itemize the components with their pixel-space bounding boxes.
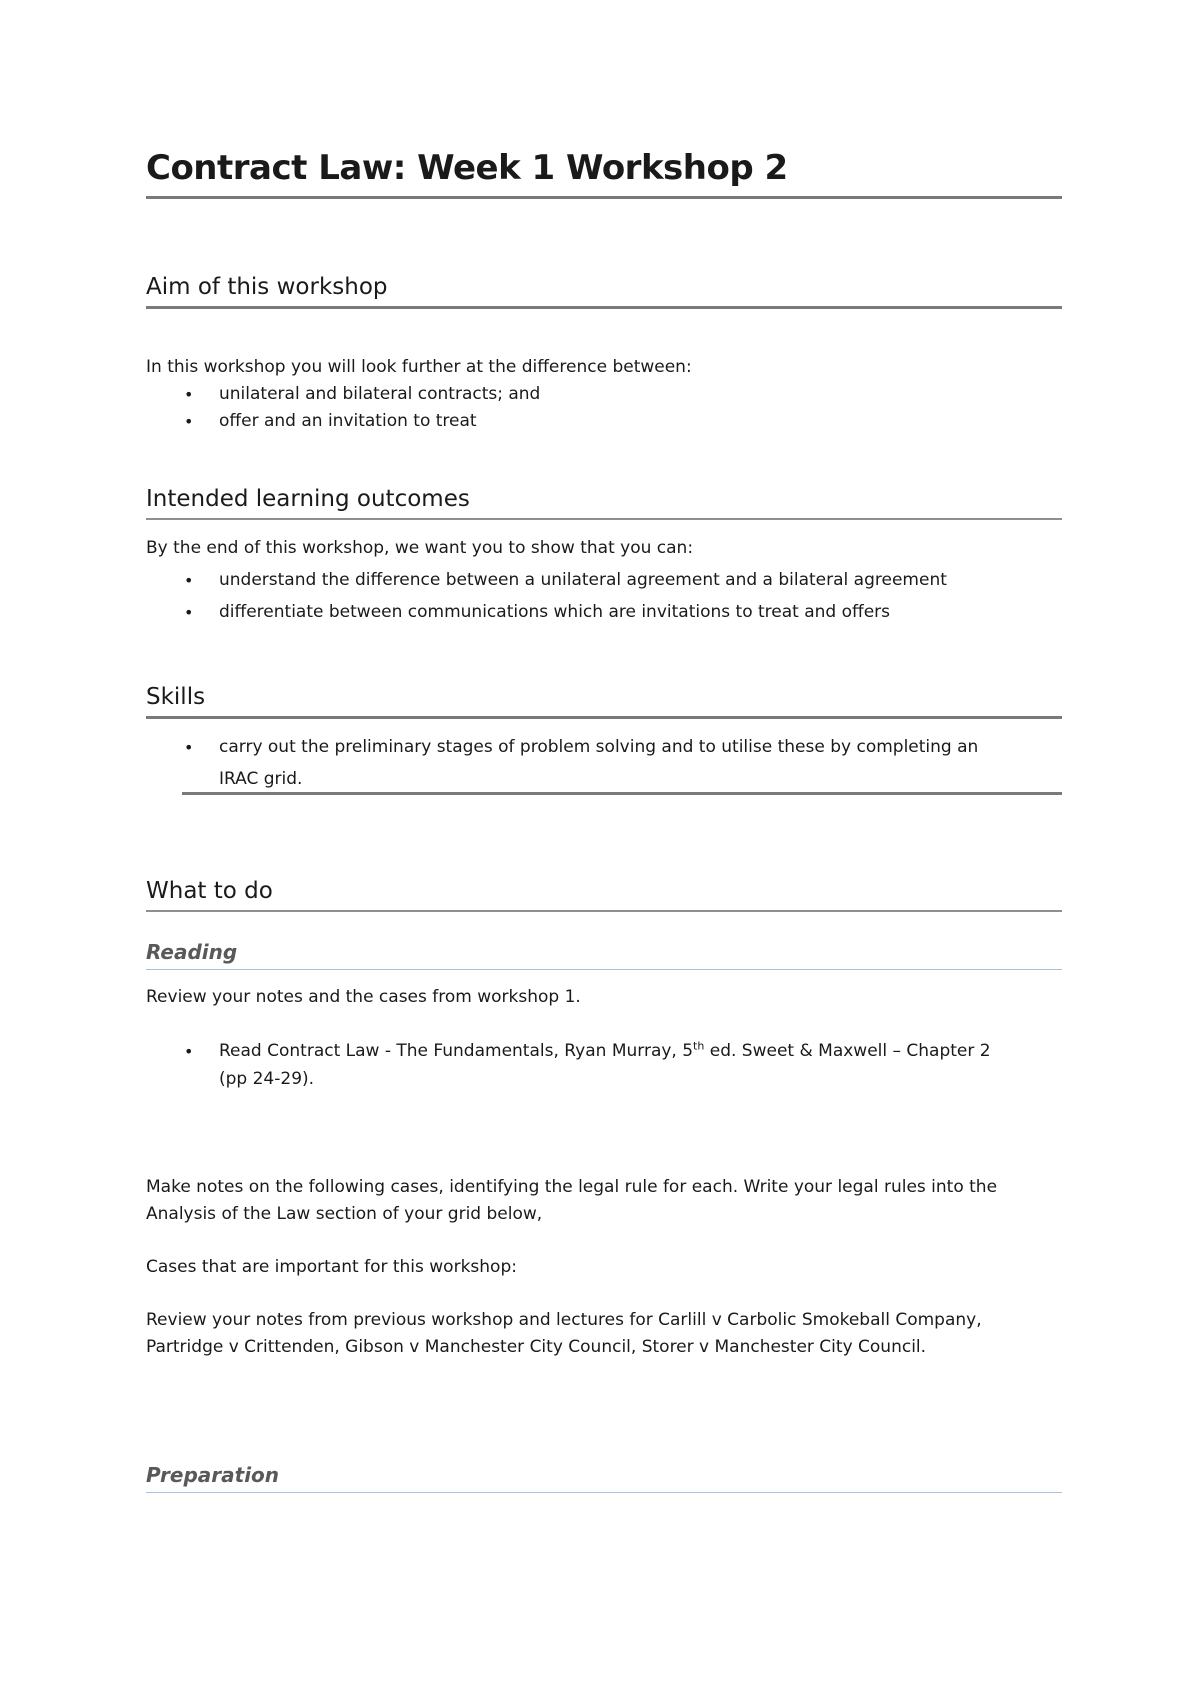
- notes-line-1: Make notes on the following cases, identifying the legal rule for each. Write your legal rules into the: [146, 1177, 998, 1197]
- bullet-dot-icon: •: [184, 603, 194, 622]
- preparation-rule: [146, 1492, 1062, 1493]
- aim-intro: In this workshop you will look further at the difference between:: [146, 357, 692, 377]
- outcomes-rule: [146, 518, 1062, 520]
- aim-heading: Aim of this workshop: [146, 274, 388, 300]
- aim-rule: [146, 306, 1062, 309]
- title-rule: [146, 196, 1062, 199]
- reading-review: Review your notes and the cases from workshop 1.: [146, 987, 581, 1007]
- preparation-heading: Preparation: [146, 1463, 280, 1487]
- outcomes-intro: By the end of this workshop, we want you to show that you can:: [146, 538, 694, 558]
- bullet-dot-icon: •: [184, 571, 194, 590]
- what-to-do-rule: [146, 910, 1062, 912]
- reading-rule: [146, 969, 1062, 970]
- skills-bullet-line-2: IRAC grid.: [219, 769, 303, 789]
- skills-bottom-rule: [182, 792, 1062, 795]
- aim-bullet-1: unilateral and bilateral contracts; and: [219, 384, 541, 404]
- document-title: Contract Law: Week 1 Workshop 2: [146, 148, 788, 188]
- cases-line-1: Review your notes from previous workshop and lectures for Carlill v Carbolic Smokeball Company,: [146, 1310, 982, 1330]
- notes-line-2: Analysis of the Law section of your grid below,: [146, 1204, 543, 1224]
- bullet-dot-icon: •: [184, 385, 194, 404]
- skills-heading: Skills: [146, 684, 206, 710]
- skills-bullet-line-1: carry out the preliminary stages of problem solving and to utilise these by completing an: [219, 737, 979, 757]
- bullet-dot-icon: •: [184, 738, 194, 757]
- skills-rule: [146, 716, 1062, 719]
- bullet-dot-icon: •: [184, 1042, 194, 1061]
- outcomes-heading: Intended learning outcomes: [146, 486, 470, 512]
- outcomes-bullet-1: understand the difference between a unilateral agreement and a bilateral agreement: [219, 570, 947, 590]
- reading-bullet-line-1: Read Contract Law - The Fundamentals, Ryan Murray, 5th ed. Sweet & Maxwell – Chapter 2: [219, 1039, 991, 1061]
- reading-heading: Reading: [146, 940, 238, 964]
- cases-line-2: Partridge v Crittenden, Gibson v Manchester City Council, Storer v Manchester City Council.: [146, 1337, 927, 1357]
- what-to-do-heading: What to do: [146, 878, 273, 904]
- reading-bullet-line-2: (pp 24-29).: [219, 1069, 315, 1089]
- aim-bullet-2: offer and an invitation to treat: [219, 411, 477, 431]
- outcomes-bullet-2: differentiate between communications which are invitations to treat and offers: [219, 602, 891, 622]
- bullet-dot-icon: •: [184, 412, 194, 431]
- cases-intro: Cases that are important for this workshop:: [146, 1257, 517, 1277]
